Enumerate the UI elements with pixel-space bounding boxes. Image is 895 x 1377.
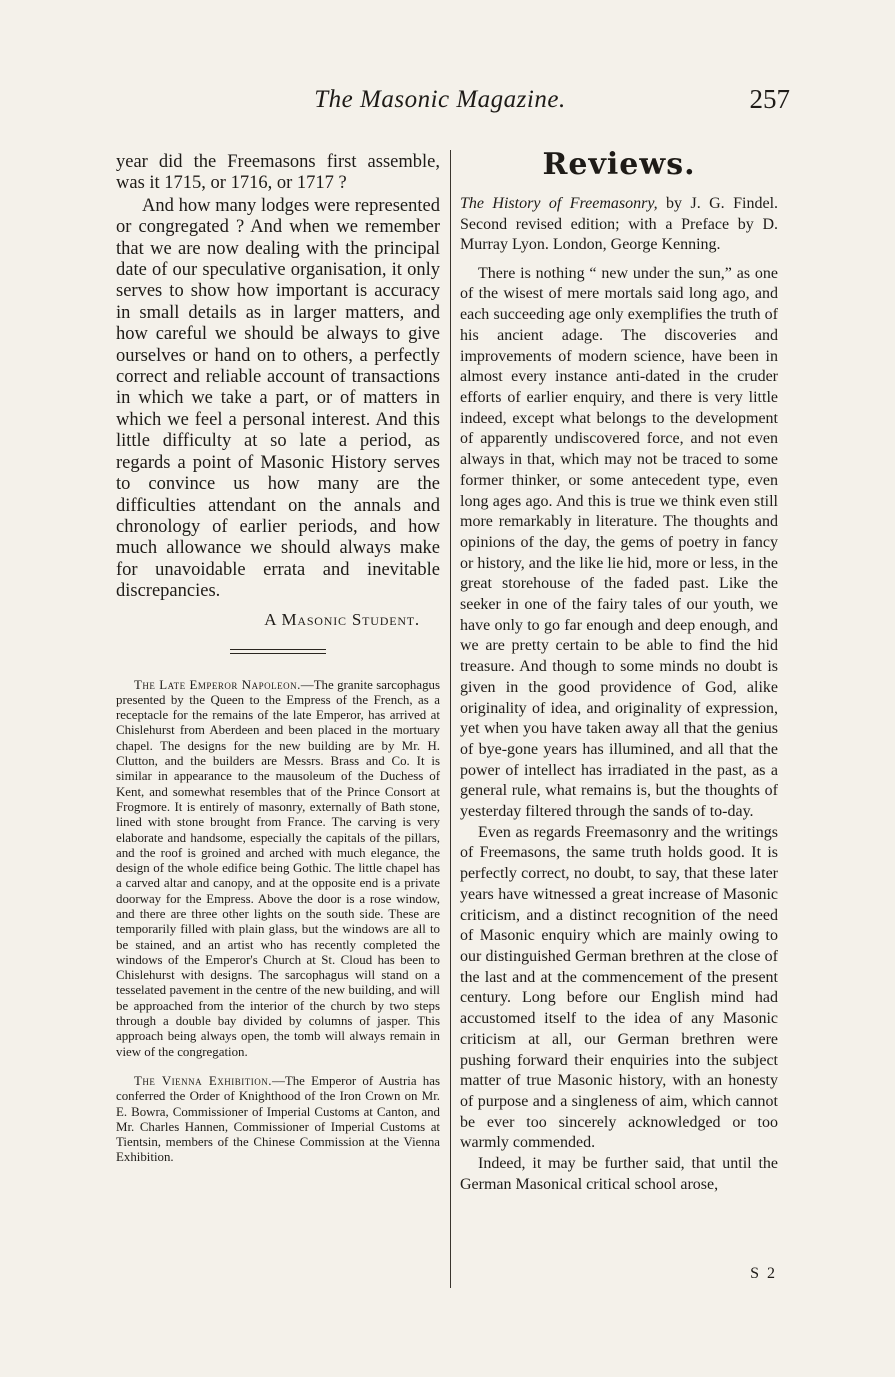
page-number: 257 [749,84,790,114]
running-title: The Masonic Magazine. [314,86,566,113]
column-rule [450,150,451,1288]
printer-signature-mark: S 2 [750,1265,777,1282]
essay-paragraph: year did the Freemasons first assemble, was it 1715, or 1716, or 1717 ? [116,152,440,194]
notice-vienna [116,1074,440,1166]
review-paragraph: Indeed, it may be further said, that until the German Masonical critical school arose, [460,1155,778,1193]
essay-signature: A Masonic Student. [264,609,420,629]
review-paragraph: Even as regards Freemasonry and the writings of Freemasons, the same truth holds good. It is perfectly correct, no doubt, to say, that these later years have witnessed a great increase of Masonic criticism, and a distinct recognition of the need of Masonic enquiry which are mainly owing to our distinguished German brethren at the close of the last and at the commencement of the present century. Long before our English mind had accustomed itself to the idea of any Masonic criticism at all, our German brethren were pushing forward their enquiries into the subject matter of true Masonic history, with an honesty of purpose and a singleness of aim, which cannot be ever too sincerely acknowledged or too warmly commended. [460,823,778,1152]
review-paragraph: There is nothing “ new under the sun,” as one of the wisest of mere mortals said long ago, and each succeeding age only exemplifies the truth of his ancient adage. The discoveries and improvements of modern science, have been in almost every instance anti-dated in the cruder efforts of earlier enquiry, and there is very little indeed, except what belongs to the development of apparently undiscovered force, and not even always in that, which may not be traced to some former thinker, or some antecedent type, even long ages ago. And this is true we think even still more remarkably in literature. The thoughts and opinions of the day, the gems of poetry in fancy or history, and the like lie hid, more or less, in the great storehouse of the faded past. Like the seeker in one of the fairy tales of our youth, we have only to go far enough and deep enough, and we are pretty certain to be able to find the hid treasure. And though to some minds no doubt is given in the good providence of God, alike originality of idea, and originality of expression, yet when you have taken away all that the genius of bye-gone years has illumined, and all that the power of intellect has irradiated in the past, as a general rule, what remains is, but the thoughts of yesterday filtered through the sands of to-day. [460,264,779,821]
notice-body: —The Emperor of Austria has conferred the Order of Knighthood of the Iron Crown on Mr. E. Bowra, Commissioner of Imperial Customs at Canton, and Mr. Charles Hannen, Commissioner of Imperial Customs at Tientsin, members of the Chinese Commission at the Vienna Exhibition. [116,1073,440,1165]
reviews-heading: Reviews. [542,147,696,182]
essay-text [116,152,440,603]
running-head [90,86,790,126]
news-notices [116,678,440,1166]
book-details: by J. G. Findel. Second revised edition; with a Preface by D. Murray Lyon. London, George Kenning. [460,195,779,254]
book-title: The History of Freemasonry, [460,195,658,212]
notice-lead: The Late Emperor Napoleon. [134,677,301,692]
notice-napoleon [116,678,440,1060]
essay-paragraph: And how many lodges were represented or congregated ? And when we remember that we are now dealing with the principal date of our speculative organisation, it only serves to show how important is accuracy in small details as in larger matters, and how careful we should be always to give ourselves or hand on to others, a perfectly correct and reliable account of transactions in which we take a part, or of matters in which we feel a personal interest. And this little difficulty at so late a period, as regards a point of Masonic History serves to convince us how many are the difficulties attendant on the annals and chronology of earlier periods, and how much allowance we should always make for unavoidable errata and inevitable discrepancies. [116,195,440,602]
notice-body: —The granite sarcophagus presented by the Queen to the Empress of the French, as a receptacle for the remains of the late Emperor, has arrived at Chislehurst from Aberdeen and been placed in the mortuary chapel. The designs for the new building are by Mr. H. Clutton, and the builders are Messrs. Brass and Co. It is similar in appearance to the mausoleum of the Duchess of Kent, and somewhat resembles that of the Prince Consort at Frogmore. It is entirely of masonry, externally of Bath stone, lined with stone brought from France. The carving is very elaborate and handsome, especially the capitals of the pillars, and the roof is groined and arched with much elegance, the design of the whole edifice being Gothic. The little chapel has a carved altar and canopy, and at the opposite end is a private doorway for the Empress. Above the door is a rose window, and there are three other lights on the south side. These are temporarily filled with plain glass, but the windows are all to be stained, and an artist who has recently completed the windows of the Emperor's Church at St. Cloud has been to Chislehurst with designs. The sarcophagus will stand on a tesselated pavement in the centre of the new building, and will be approached from the interior of the church by two steps through a double bay divided by columns of jasper. This approach being always open, the tomb will always remain in view of the congregation. [116,677,440,1059]
book-citation [460,194,778,256]
notice-lead: The Vienna Exhibition. [134,1073,272,1088]
section-divider [230,649,326,654]
review-text [460,264,778,1196]
right-column [460,147,779,1195]
left-column [116,152,440,1166]
